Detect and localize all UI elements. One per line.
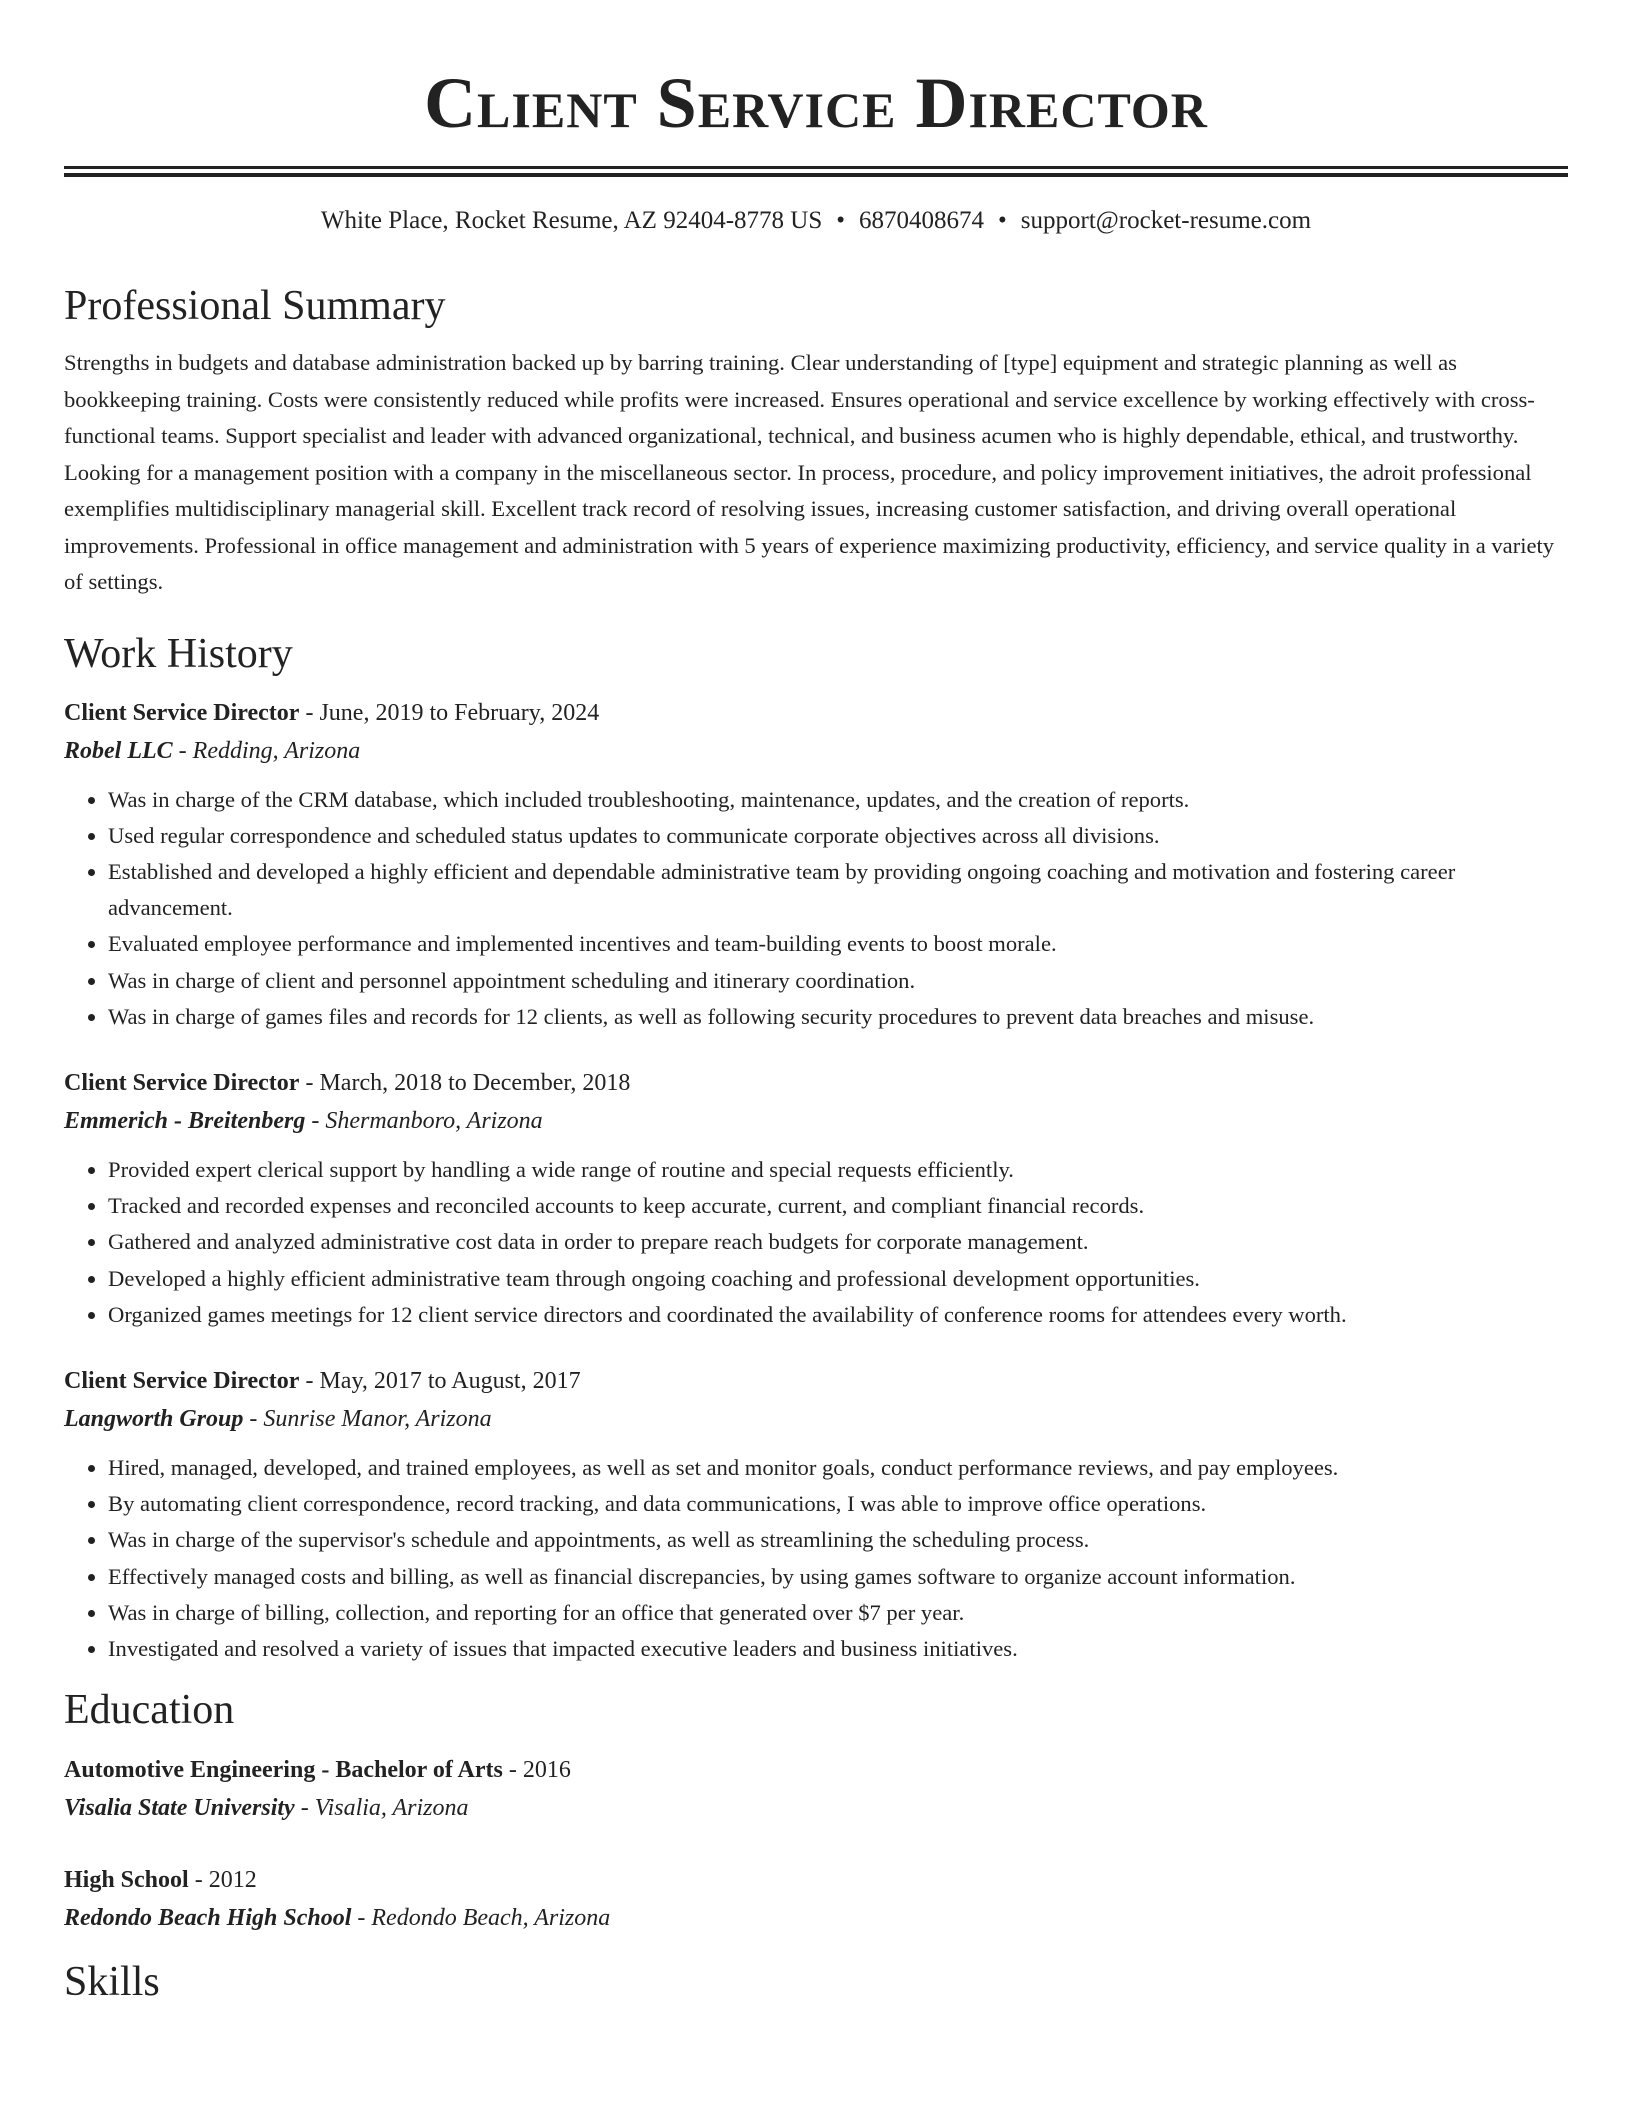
job-bullet: • Was in charge of billing, collection, and reporting for an office that generated over $7 per year. — [108, 1595, 1568, 1631]
job-title: Client Service Director — [64, 1367, 300, 1394]
job-title: Client Service Director — [64, 699, 300, 726]
job-entry — [64, 1065, 1568, 1333]
job-company: Robel LLC — [64, 737, 173, 764]
education-degree-line — [64, 1861, 1568, 1899]
job-dash: - — [243, 1405, 264, 1432]
job-dash: - — [299, 699, 320, 726]
job-bullet: • By automating client correspondence, record tracking, and data communications, I was able to improve office operations. — [108, 1486, 1568, 1522]
education-dash: - — [351, 1905, 372, 1932]
education-dash: - — [502, 1757, 523, 1784]
education-dash: - — [294, 1795, 315, 1822]
skills-heading: Skills — [64, 1959, 160, 2006]
job-bullet: • Was in charge of the CRM database, which included troubleshooting, maintenance, updates, and the creation of reports. — [108, 782, 1568, 818]
job-bullet: • Established and developed a highly efficient and dependable administrative team by providing ongoing coaching and motivation and fostering career advancement. — [108, 854, 1568, 926]
job-bullet: • Evaluated employee performance and implemented incentives and team-building events to boost morale. — [108, 926, 1568, 962]
job-bullets — [64, 1450, 1568, 1667]
job-bullet: • Tracked and recorded expenses and reconciled accounts to keep accurate, current, and compliant financial records. — [108, 1188, 1568, 1224]
summary-text: Strengths in budgets and database administration backed up by barring training. Clear understanding of [type] equipment and strategic planning as well as bookkeeping training. Costs were consistently reduced while profits were increased. Ensures operational and service excellence by working effectively with cross-functional teams. Support specialist and leader with advanced organizational, technical, and business acumen who is highly dependable, ethical, and trustworthy. Looking for a management position with a company in the miscellaneous sector. In process, procedure, and policy improvement initiatives, the adroit professional exemplifies multidisciplinary managerial skill. Excellent track record of resolving issues, increasing customer satisfaction, and driving overall operational improvements. Professional in office management and administration with 5 years of experience maximizing productivity, efficiency, and service quality in a variety of settings. — [64, 350, 1555, 594]
job-dash: - — [299, 1069, 320, 1096]
job-bullet: • Investigated and resolved a variety of issues that impacted executive leaders and business initiatives. — [108, 1631, 1568, 1667]
job-bullet: • Used regular correspondence and scheduled status updates to communicate corporate objectives across all divisions. — [108, 818, 1568, 854]
contact-separator: • — [998, 207, 1007, 234]
education-degree: High School — [64, 1867, 189, 1894]
job-dash: - — [299, 1367, 320, 1394]
job-company: Langworth Group — [64, 1405, 244, 1432]
contact-phone: 6870408674 — [859, 207, 984, 234]
contact-separator: • — [836, 207, 845, 234]
job-bullet: • Hired, managed, developed, and trained employees, as well as set and monitor goals, conduct performance reviews, and pay employees. — [108, 1450, 1568, 1486]
work-history-heading: Work History — [64, 630, 293, 677]
contact-line — [64, 205, 1568, 237]
education-entry — [64, 1751, 1568, 1827]
job-location: Redding, Arizona — [192, 737, 361, 764]
education-year: 2016 — [522, 1757, 571, 1784]
job-company-line — [64, 1102, 1568, 1140]
education-location: Visalia, Arizona — [314, 1795, 469, 1822]
job-dash: - — [305, 1107, 326, 1134]
job-dates: May, 2017 to August, 2017 — [319, 1367, 581, 1394]
job-bullet: • Provided expert clerical support by handling a wide range of routine and special requests efficiently. — [108, 1152, 1568, 1188]
job-title-line — [64, 1363, 1568, 1400]
job-bullet: • Was in charge of client and personnel appointment scheduling and itinerary coordination. — [108, 963, 1568, 999]
job-title-line — [64, 1065, 1568, 1102]
job-dash: - — [172, 737, 193, 764]
job-bullet: • Effectively managed costs and billing, as well as financial discrepancies, by using games software to organize account information. — [108, 1559, 1568, 1595]
job-title-line — [64, 695, 1568, 732]
job-dates: June, 2019 to February, 2024 — [319, 699, 600, 726]
job-location: Shermanboro, Arizona — [325, 1107, 543, 1134]
job-company-line — [64, 732, 1568, 770]
education-degree: Automotive Engineering - Bachelor of Arts — [64, 1757, 503, 1784]
education-school: Redondo Beach High School — [64, 1905, 352, 1932]
job-entry — [64, 1363, 1568, 1667]
job-bullet: • Organized games meetings for 12 client service directors and coordinated the availability of conference rooms for attendees every worth. — [108, 1297, 1568, 1333]
job-entry — [64, 695, 1568, 1035]
job-bullet: • Was in charge of games files and records for 12 clients, as well as following security procedures to prevent data breaches and misuse. — [108, 999, 1568, 1035]
education-year: 2012 — [208, 1867, 257, 1894]
job-title: Client Service Director — [64, 1069, 300, 1096]
header-double-rule — [64, 166, 1568, 169]
contact-address: White Place, Rocket Resume, AZ 92404-8778 US — [320, 207, 823, 234]
job-company-line — [64, 1400, 1568, 1438]
job-bullets — [64, 782, 1568, 1035]
education-school: Visalia State University — [64, 1795, 295, 1822]
job-company: Emmerich - Breitenberg — [64, 1107, 306, 1134]
job-location: Sunrise Manor, Arizona — [263, 1405, 492, 1432]
education-entry — [64, 1861, 1568, 1937]
job-dates: March, 2018 to December, 2018 — [319, 1069, 631, 1096]
education-heading: Education — [64, 1687, 235, 1734]
education-school-line — [64, 1789, 1568, 1827]
job-bullet: • Gathered and analyzed administrative cost data in order to prepare reach budgets for corporate management. — [108, 1224, 1568, 1260]
education-dash: - — [188, 1867, 209, 1894]
education-location: Redondo Beach, Arizona — [371, 1905, 611, 1932]
summary-heading: Professional Summary — [64, 283, 446, 329]
job-bullet: • Developed a highly efficient administrative team through ongoing coaching and professional development opportunities. — [108, 1261, 1568, 1297]
education-school-line — [64, 1899, 1568, 1937]
contact-email: support@rocket-resume.com — [1020, 207, 1312, 234]
resume-name: Client Service Director — [424, 63, 1208, 143]
job-bullet: • Was in charge of the supervisor's schedule and appointments, as well as streamlining the scheduling process. — [108, 1522, 1568, 1558]
education-degree-line — [64, 1751, 1568, 1789]
job-bullets — [64, 1152, 1568, 1333]
